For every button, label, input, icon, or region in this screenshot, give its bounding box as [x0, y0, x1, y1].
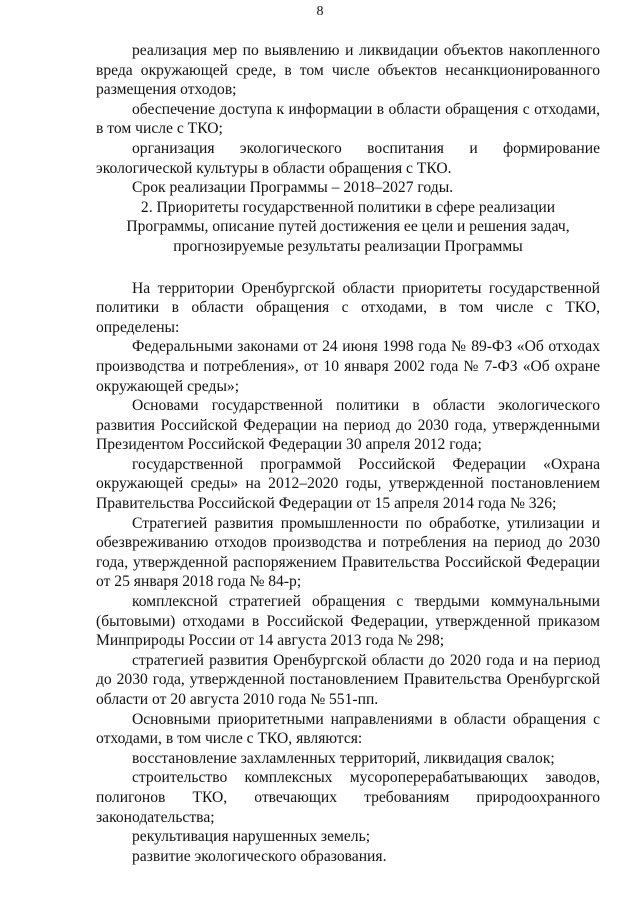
paragraph: Основными приоритетными направлениями в области обращения с отходами, в том числе с ТКО, являются: [96, 710, 600, 748]
page-number: 8 [316, 4, 324, 19]
paragraph: Федеральными законами от 24 июня 1998 года № 89-ФЗ «Об отходах производства и потребления», от 10 января 2002 года № 7-ФЗ «Об охране окружающей среды»; [96, 338, 600, 395]
paragraph: строительство комплексных мусороперерабатывающих заводов, полигонов ТКО, отвечающих требованиям природоохранного законодательства; [96, 769, 600, 826]
paragraph: Стратегией развития промышленности по обработке, утилизации и обезвреживанию отходов производства и потребления на период до 2030 года, утвержденной распоряжением Правительства Российской Федерации от 25 января 2018 года № 84-р; [96, 514, 600, 591]
document-body [96, 41, 600, 866]
paragraph: реализация мер по выявлению и ликвидации объектов накопленного вреда окружающей среде, в том числе объектов несанкционированного размещения отходов; [96, 42, 600, 99]
paragraph: государственной программой Российской Федерации «Охрана окружающей среды» на 2012–2020 годы, утвержденной постановлением Правительства Российской Федерации от 15 апреля 2014 года № 326; [96, 455, 600, 513]
paragraph: комплексной стратегией обращения с твердыми коммунальными (бытовыми) отходами в Российской Федерации, утвержденной приказом Минприроды России от 14 августа 2013 года № 298; [96, 593, 600, 650]
paragraph: Основами государственной политики в области экологического развития Российской Федерации на период до 2030 года, утвержденными Президентом Российской Федерации 30 апреля 2012 года; [96, 397, 600, 454]
paragraph: восстановление захламленных территорий, ликвидация свалок; [132, 749, 555, 767]
paragraph: На территории Оренбургской области приоритеты государственной политики в области обращения с отходами, в том числе с ТКО, определены: [96, 279, 600, 336]
paragraph: организация экологического воспитания и формирование экологической культуры в области обращения с ТКО. [96, 139, 600, 177]
section-heading: 2. Приоритеты государственной политики в сфере реализации Программы, описание путей достижения ее цели и решения задач, прогнозируемые результаты реализации Программы [126, 198, 570, 255]
paragraph: Срок реализации Программы – 2018–2027 годы. [132, 179, 454, 197]
paragraph: развитие экологического образования. [132, 847, 387, 865]
paragraph: обеспечение доступа к информации в области обращения с отходами, в том числе с ТКО; [96, 100, 600, 138]
paragraph: рекультивация нарушенных земель; [132, 828, 371, 846]
paragraph: стратегией развития Оренбургской области до 2020 года и на период до 2030 года, утвержденной постановлением Правительства Оренбургской области от 20 августа 2010 года № 551-пп. [96, 651, 600, 708]
